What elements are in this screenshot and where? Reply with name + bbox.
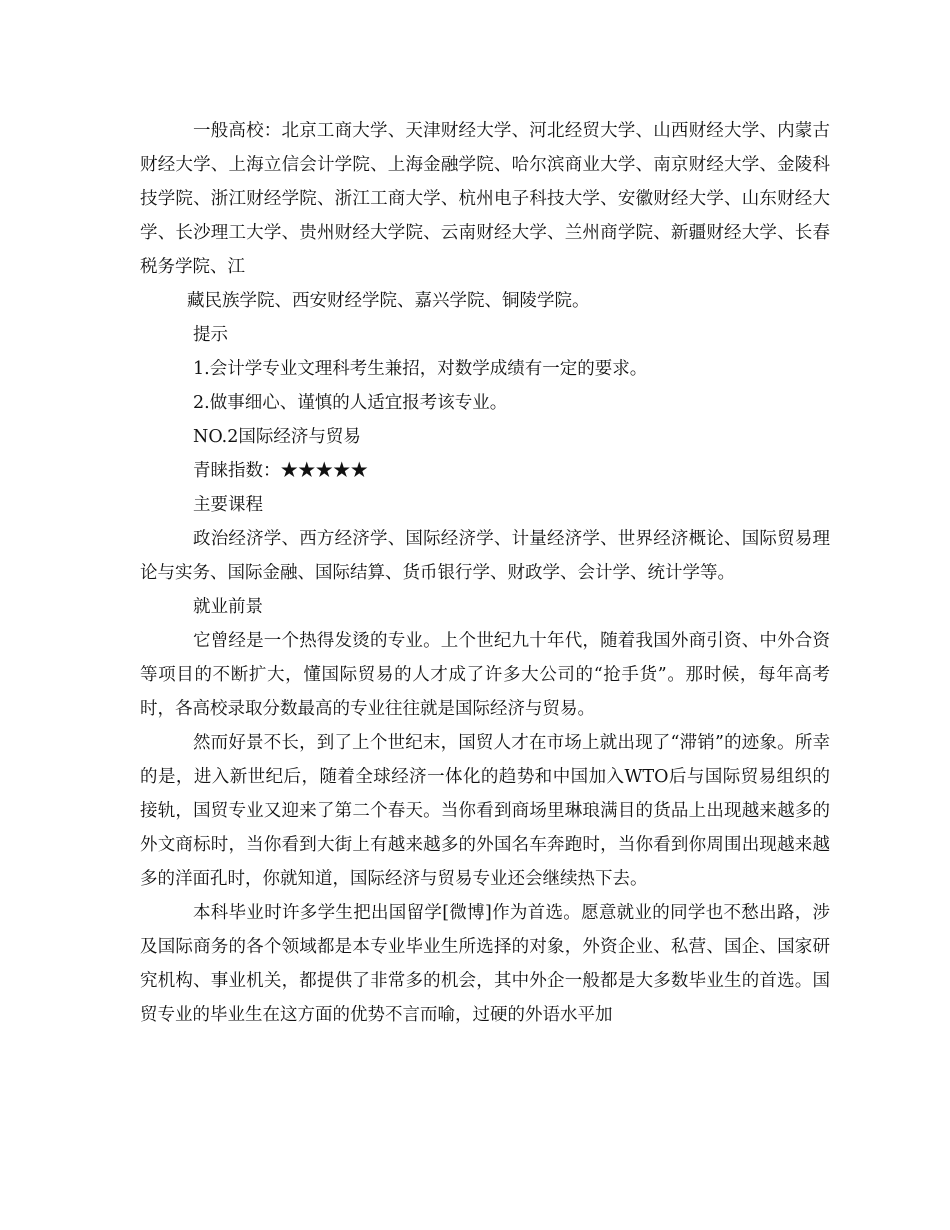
tip-item-1: 1.会计学专业文理科考生兼招，对数学成绩有一定的要求。 [193, 359, 648, 379]
tip-item-2: 2.做事细心、谨慎的人适宜报考该专业。 [193, 393, 508, 413]
paragraph-graduates: 本科毕业时许多学生把出国留学[微博]作为首选。愿意就业的同学也不愁出路，涉及国际商务的各个领域都是本专业毕业生所选择的对象，外资企业、私营、国企、国家研究机构、事业机关，都提供了非常多的机会，其中外企一般都是大多数毕业生的首选。国贸专业的毕业生在这方面的优势不言而喻，过硬的外语水平加 [140, 903, 830, 1025]
heading-employment-prospects: 就业前景 [193, 597, 263, 617]
heading-tips: 提示 [193, 325, 228, 345]
paragraph-universities-continued: 藏民族学院、西安财经学院、嘉兴学院、铜陵学院。 [187, 291, 590, 311]
favor-index: 青睐指数：★★★★★ [193, 461, 368, 481]
heading-major-no2: NO.2国际经济与贸易 [193, 427, 361, 447]
paragraph-universities: 一般高校：北京工商大学、天津财经大学、河北经贸大学、山西财经大学、内蒙古财经大学、上海立信会计学院、上海金融学院、哈尔滨商业大学、南京财经大学、金陵科技学院、浙江财经学院、浙江工商大学、杭州电子科技大学、安徽财经大学、山东财经大学、长沙理工大学、贵州财经大学院、云南财经大学、兰州商学院、新疆财经大学、长春税务学院、江 [140, 121, 830, 277]
paragraph-courses: 政治经济学、西方经济学、国际经济学、计量经济学、世界经济概论、国际贸易理论与实务、国际金融、国际结算、货币银行学、财政学、会计学、统计学等。 [140, 529, 830, 583]
heading-main-courses: 主要课程 [193, 495, 263, 515]
paragraph-history: 它曾经是一个热得发烫的专业。上个世纪九十年代，随着我国外商引资、中外合资等项目的不断扩大，懂国际贸易的人才成了许多大公司的“抢手货”。那时候，每年高考时，各高校录取分数最高的专业往往就是国际经济与贸易。 [140, 631, 830, 719]
document-body [140, 114, 830, 1032]
paragraph-revival: 然而好景不长，到了上个世纪末，国贸人才在市场上就出现了“滞销”的迹象。所幸的是，进入新世纪后，随着全球经济一体化的趋势和中国加入WTO后与国际贸易组织的接轨，国贸专业又迎来了第二个春天。当你看到商场里琳琅满目的货品上出现越来越多的外文商标时，当你看到大街上有越来越多的外国名车奔跑时，当你看到你周围出现越来越多的洋面孔时，你就知道，国际经济与贸易专业还会继续热下去。 [140, 733, 830, 889]
